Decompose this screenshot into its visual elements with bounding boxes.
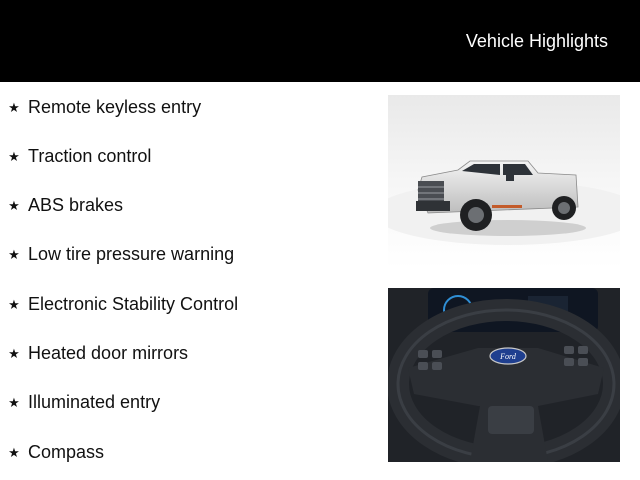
star-icon: ★ — [8, 99, 20, 115]
feature-item — [6, 440, 104, 464]
star-icon: ★ — [8, 296, 20, 312]
star-icon: ★ — [8, 394, 20, 410]
feature-item — [6, 95, 201, 119]
feature-label: Traction control — [28, 145, 152, 166]
feature-item — [6, 144, 151, 168]
star-icon: ★ — [8, 197, 20, 213]
truck-exterior-photo — [388, 95, 620, 268]
feature-item — [6, 193, 123, 217]
feature-label: Heated door mirrors — [28, 342, 189, 363]
feature-label: ABS brakes — [28, 194, 124, 215]
star-icon: ★ — [8, 148, 20, 164]
feature-label: Electronic Stability Control — [28, 293, 239, 314]
star-icon: ★ — [8, 246, 20, 262]
feature-label: Remote keyless entry — [28, 96, 202, 117]
ford-badge-text: Ford — [500, 352, 516, 361]
feature-item — [6, 341, 188, 365]
feature-item — [6, 390, 160, 414]
steering-wheel-photo — [388, 288, 620, 462]
feature-label: Compass — [28, 441, 105, 462]
page-header — [0, 0, 640, 82]
steering-wheel-icon — [388, 288, 620, 462]
feature-item — [6, 292, 238, 316]
feature-label: Illuminated entry — [28, 391, 161, 412]
star-icon: ★ — [8, 444, 20, 460]
feature-item — [6, 242, 234, 266]
star-icon: ★ — [8, 345, 20, 361]
page-title: Vehicle Highlights — [465, 31, 608, 51]
pickup-truck-icon — [388, 95, 620, 268]
feature-label: Low tire pressure warning — [28, 243, 235, 264]
